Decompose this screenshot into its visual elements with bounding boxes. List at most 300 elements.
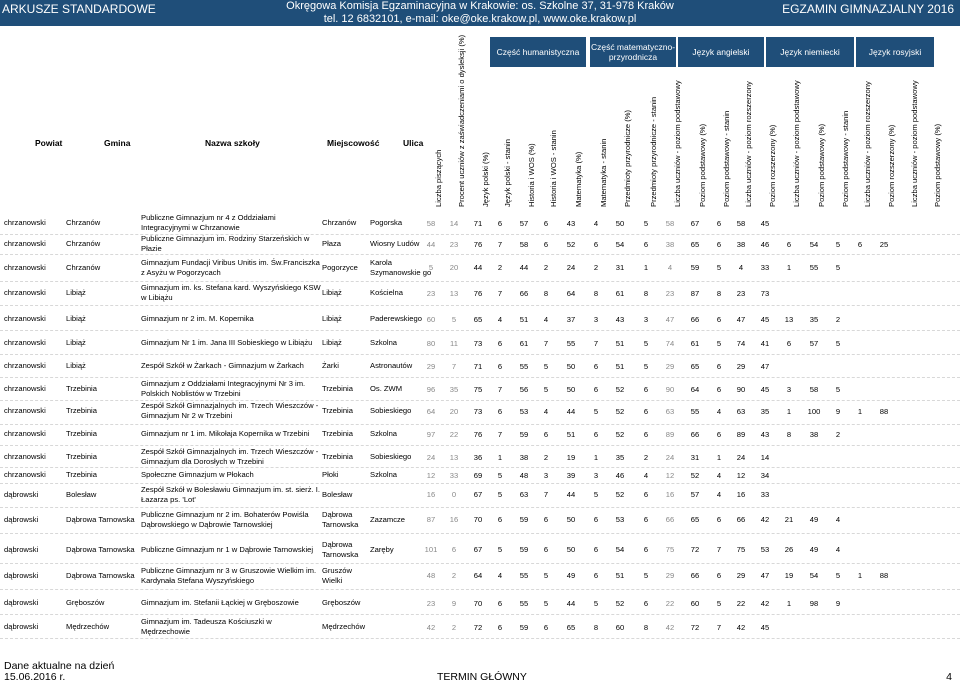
col-header-gmina: Gmina [104, 138, 131, 148]
cell-value: 64 [473, 571, 483, 580]
cell-value: 52 [615, 406, 625, 416]
cell-gmina: Libiąż [66, 361, 86, 370]
cell-value: 24 [426, 452, 436, 462]
cell-value: 98 [809, 598, 819, 608]
cell-value: 5 [543, 361, 549, 371]
cell-value: 45 [760, 218, 770, 228]
cell-value: 66 [690, 429, 700, 439]
vertical-header [590, 74, 608, 216]
cell-value: 66 [736, 515, 746, 524]
cell-value: 6 [543, 515, 549, 524]
cell-szkola: Zespół Szkół w Żarkach - Gimnazjum w Żarkach [141, 361, 304, 370]
cell-value: 47 [760, 361, 770, 371]
cell-miejscowosc: Chrzanów [322, 218, 357, 227]
cell-value: 6 [643, 515, 649, 524]
table-row [0, 507, 960, 532]
cell-ulica: Szkolna [370, 338, 398, 347]
cell-miejscowosc: Trzebinia [322, 452, 353, 461]
cell-value: 96 [426, 384, 436, 394]
cell-value: 2 [835, 314, 841, 324]
cell-gmina: Bolesław [66, 489, 97, 499]
cell-value: 5 [497, 470, 503, 480]
vertical-header [448, 34, 466, 216]
cell-value: 4 [643, 470, 649, 480]
cell-value: 6 [716, 314, 722, 324]
vertical-header [808, 74, 826, 216]
cell-powiat: chrzanowski [4, 288, 46, 297]
vertical-header-label: Poziom podstawowy - stanin [841, 110, 850, 207]
cell-gmina: Dąbrowa Tarnowska [66, 570, 135, 580]
cell-value: 59 [690, 263, 700, 272]
cell-value: 11 [450, 338, 458, 348]
cell-value: 71 [473, 361, 483, 371]
cell-value: 7 [543, 338, 549, 348]
cell-value: 13 [449, 288, 459, 298]
cell-value: 5 [716, 263, 722, 272]
cell-value: 24 [736, 452, 746, 462]
cell-value: 5 [643, 361, 649, 371]
cell-value: 5 [835, 571, 841, 580]
cell-value: 5 [497, 490, 503, 499]
cell-value: 6 [643, 490, 649, 499]
cell-value: 1 [786, 598, 792, 608]
cell-value: 6 [543, 622, 549, 632]
cell-value: 73 [473, 338, 483, 348]
cell-gmina: Trzebinia [66, 384, 97, 393]
cell-value: 38 [736, 239, 746, 249]
cell-value: 29 [665, 571, 675, 580]
cell-ulica: Zazamcze [370, 514, 406, 524]
cell-value: 60 [615, 622, 625, 632]
cell-value: 4 [835, 515, 841, 524]
cell-value: 1 [716, 452, 722, 462]
cell-value: 47 [665, 314, 675, 324]
cell-value: 43 [760, 429, 770, 439]
cell-value: 7 [497, 239, 503, 249]
vertical-header-label: Poziom podstawowy (%) [817, 123, 826, 207]
cell-value: 44 [566, 490, 576, 499]
cell-value: 44 [519, 263, 529, 272]
cell-gmina: Chrzanów [66, 218, 101, 227]
cell-value: 61 [615, 288, 625, 298]
cell-value: 52 [690, 470, 700, 480]
cell-value: 5 [643, 218, 649, 228]
cell-value: 22 [665, 598, 675, 608]
cell-value: 58 [519, 239, 529, 249]
cell-value: 6 [593, 545, 599, 554]
cell-value: 4 [716, 490, 722, 499]
cell-value: 57 [690, 490, 700, 499]
cell-miejscowosc: Libiąż [322, 338, 342, 347]
cell-value: 5 [716, 598, 722, 608]
header-right: EGZAMIN GIMNAZJALNY 2016 [782, 2, 954, 16]
cell-value: 57 [809, 338, 819, 348]
table-row [0, 399, 960, 423]
cell-ulica: Sobieskiego [370, 452, 412, 461]
cell-value: 35 [809, 314, 819, 324]
cell-value: 54 [615, 239, 625, 249]
cell-value: 42 [760, 598, 770, 608]
cell-powiat: chrzanowski [4, 314, 46, 323]
vertical-header [854, 74, 872, 216]
cell-value: 22 [449, 429, 459, 439]
subject-band: Część humanistyczna [490, 37, 586, 67]
vertical-header-label: Liczba uczniów - poziom rozszerzony [863, 81, 872, 207]
row-divider [0, 589, 960, 590]
cell-value: 5 [716, 338, 722, 348]
cell-gmina: Chrzanów [66, 239, 101, 248]
vertical-header-label: Matematyka - stanin [599, 138, 608, 207]
cell-value: 1 [857, 571, 863, 580]
vertical-header-label: Liczba piszących [434, 149, 443, 207]
vertical-header [713, 74, 731, 216]
cell-szkola: Gimnazjum Nr 1 im. Jana III Sobieskiego w Libiążu [141, 338, 313, 347]
cell-value: 12 [665, 470, 675, 480]
header-center-line1: Okręgowa Komisja Egzaminacyjna w Krakowie: os. Szkolne 37, 31-978 Kraków [286, 0, 674, 12]
cell-value: 6 [786, 338, 792, 348]
cell-value: 42 [760, 515, 770, 524]
cell-value: 44 [426, 239, 436, 249]
cell-szkola: Zespół Szkół Gimnazjalnych im. Trzech Wieszczów - Gimnazjum dla Dorosłych w Trzebini [141, 447, 319, 466]
vertical-header-label: Język polski - stanin [503, 139, 512, 207]
cell-powiat: dąbrowski [4, 570, 39, 580]
cell-value: 60 [426, 314, 436, 324]
cell-value: 33 [760, 490, 770, 499]
cell-ulica: Os. ZWM [370, 384, 403, 393]
cell-miejscowosc: Trzebinia [322, 384, 353, 393]
cell-value: 2 [497, 263, 503, 272]
cell-value: 51 [566, 429, 576, 439]
cell-value: 72 [690, 622, 700, 632]
cell-powiat: chrzanowski [4, 361, 46, 370]
cell-value: 24 [665, 452, 675, 462]
cell-value: 24 [566, 263, 576, 272]
cell-value: 7 [497, 288, 503, 298]
cell-value: 35 [760, 406, 770, 416]
vertical-header-label: Procent uczniów z zaświadczeniami o dysleksji (%) [457, 34, 466, 207]
cell-gmina: Chrzanów [66, 262, 101, 272]
cell-value: 4 [738, 263, 744, 272]
cell-value: 19 [566, 452, 576, 462]
vertical-header-label: Poziom podstawowy - stanin [722, 110, 731, 207]
cell-value: 6 [643, 545, 649, 554]
cell-value: 6 [643, 384, 649, 394]
cell-value: 72 [473, 622, 483, 632]
cell-value: 6 [593, 239, 599, 249]
cell-value: 5 [497, 545, 503, 554]
cell-value: 59 [519, 429, 529, 439]
cell-gmina: Mędrzechów [66, 622, 110, 631]
cell-value: 6 [543, 239, 549, 249]
header-left: ARKUSZE STANDARDOWE [2, 2, 156, 16]
cell-value: 2 [835, 429, 841, 439]
cell-value: 88 [879, 406, 889, 416]
header-bar [0, 0, 960, 26]
cell-szkola: Gimnazjum im. Tadeusza Kościuszki w Mędrzechowie [141, 617, 272, 636]
cell-powiat: chrzanowski [4, 429, 46, 438]
row-divider [0, 533, 960, 534]
cell-value: 8 [643, 288, 649, 298]
cell-value: 3 [643, 314, 649, 324]
vertical-header-label: Poziom podstawowy (%) [933, 123, 942, 207]
cell-szkola: Publiczne Gimnazjum nr 4 z Oddziałami Integracyjnymi w Chrzanowie [141, 213, 276, 232]
table-row [0, 309, 960, 329]
cell-value: 9 [451, 598, 457, 608]
cell-value: 8 [716, 288, 722, 298]
footer-date [4, 661, 114, 683]
cell-value: 23 [665, 288, 675, 298]
cell-miejscowosc: Pogorzyce [322, 262, 358, 272]
cell-value: 52 [615, 490, 625, 499]
cell-value: 51 [615, 571, 625, 580]
cell-value: 5 [593, 406, 599, 416]
cell-value: 23 [426, 288, 436, 298]
cell-value: 29 [665, 361, 675, 371]
cell-miejscowosc: Libiąż [322, 288, 342, 297]
cell-value: 38 [809, 429, 819, 439]
cell-value: 51 [615, 361, 625, 371]
cell-ulica: Karola Szymanowskie go [370, 257, 432, 277]
cell-value: 14 [449, 218, 459, 228]
cell-powiat: chrzanowski [4, 470, 46, 479]
cell-value: 6 [593, 429, 599, 439]
cell-value: 58 [426, 218, 436, 228]
subject-band: Język niemiecki [766, 37, 854, 67]
cell-value: 49 [809, 545, 819, 554]
cell-szkola: Gimnazjum nr 2 im. M. Kopernika [141, 314, 254, 323]
cell-value: 48 [519, 470, 529, 480]
cell-value: 16 [736, 490, 746, 499]
vertical-header-label: Poziom podstawowy (%) [698, 123, 707, 207]
cell-value: 9 [835, 598, 841, 608]
cell-miejscowosc: Bolesław [322, 489, 353, 499]
cell-value: 1 [857, 406, 863, 416]
cell-value: 6 [497, 218, 503, 228]
cell-value: 8 [643, 622, 649, 632]
cell-value: 59 [519, 622, 529, 632]
cell-value: 37 [566, 314, 576, 324]
cell-value: 1 [786, 406, 792, 416]
cell-ulica: Pogorska [370, 218, 403, 227]
cell-value: 58 [736, 218, 746, 228]
cell-value: 7 [716, 622, 722, 632]
vertical-header [759, 74, 777, 216]
cell-value: 23 [426, 598, 436, 608]
cell-value: 35 [449, 384, 459, 394]
cell-value: 29 [426, 361, 436, 371]
cell-value: 5 [835, 384, 841, 394]
cell-value: 73 [760, 288, 770, 298]
table-row [0, 563, 960, 588]
cell-ulica: Szkolna [370, 470, 398, 479]
cell-value: 6 [716, 429, 722, 439]
cell-value: 5 [835, 263, 841, 272]
vertical-header [425, 74, 443, 216]
cell-value: 6 [593, 361, 599, 371]
vertical-header-label: Przedmioty przyrodnicze - stanin [649, 96, 658, 207]
cell-value: 25 [879, 239, 889, 249]
cell-value: 72 [690, 545, 700, 554]
cell-value: 16 [665, 490, 675, 499]
cell-value: 46 [615, 470, 625, 480]
footer-term: TERMIN GŁÓWNY [437, 671, 527, 683]
cell-ulica: Wiosny Ludów [370, 239, 420, 248]
cell-value: 20 [449, 406, 459, 416]
cell-value: 76 [473, 239, 483, 249]
cell-value: 66 [690, 571, 700, 580]
cell-value: 65 [690, 515, 700, 524]
cell-value: 5 [451, 314, 457, 324]
cell-value: 33 [760, 263, 770, 272]
col-header-powiat: Powiat [35, 138, 63, 148]
cell-value: 4 [543, 314, 549, 324]
cell-value: 73 [473, 406, 483, 416]
cell-value: 64 [690, 384, 700, 394]
table-row [0, 424, 960, 444]
cell-value: 19 [784, 571, 794, 580]
cell-miejscowosc: Płoki [322, 470, 339, 479]
cell-powiat: chrzanowski [4, 452, 46, 461]
vertical-header-label: Liczba uczniów - poziom podstawowy [910, 80, 919, 207]
cell-value: 5 [593, 490, 599, 499]
cell-value: 2 [543, 452, 549, 462]
vertical-header [640, 74, 658, 216]
cell-value: 49 [809, 515, 819, 524]
cell-value: 44 [473, 263, 483, 272]
cell-gmina: Libiąż [66, 338, 86, 347]
cell-value: 69 [473, 470, 483, 480]
cell-powiat: dąbrowski [4, 489, 39, 499]
cell-value: 4 [835, 545, 841, 554]
cell-value: 1 [497, 452, 503, 462]
cell-miejscowosc: Gruszów Wielki [322, 565, 352, 585]
cell-value: 31 [615, 263, 625, 272]
vertical-header [924, 74, 942, 216]
cell-szkola: Publiczne Gimnazjum nr 3 w Gruszowie Wielkim im. Kardynała Stefana Wyszyńskiego [141, 565, 317, 585]
cell-value: 6 [716, 218, 722, 228]
cell-miejscowosc: Gręboszów [322, 598, 361, 607]
row-divider [0, 614, 960, 615]
cell-value: 1 [593, 452, 599, 462]
cell-value: 6 [593, 384, 599, 394]
table-row [0, 282, 960, 304]
cell-value: 4 [497, 314, 503, 324]
cell-value: 50 [566, 515, 576, 524]
cell-value: 41 [760, 338, 770, 348]
cell-value: 1 [786, 263, 792, 272]
cell-value: 4 [716, 406, 722, 416]
table-row [0, 448, 960, 466]
cell-value: 16 [426, 490, 436, 499]
footer-date-value: 15.06.2016 r. [4, 671, 66, 683]
cell-value: 33 [449, 470, 459, 480]
cell-szkola: Zespół Szkół w Bolesławiu Gimnazjum im. st. sierż. I. Łazarza ps. 'Lot' [141, 484, 320, 504]
cell-value: 2 [593, 263, 599, 272]
cell-gmina: Dąbrowa Tarnowska [66, 544, 135, 554]
cell-value: 53 [519, 406, 529, 416]
cell-ulica: Zaręby [370, 544, 394, 554]
subject-band: Język angielski [678, 37, 764, 67]
cell-value: 6 [786, 239, 792, 249]
cell-value: 6 [593, 515, 599, 524]
cell-value: 42 [736, 622, 746, 632]
vertical-header-label: Matematyka (%) [574, 151, 583, 207]
cell-value: 7 [716, 545, 722, 554]
cell-gmina: Trzebinia [66, 470, 97, 479]
cell-value: 75 [473, 384, 483, 394]
vertical-header [735, 74, 753, 216]
col-header-szkola: Nazwa szkoły [205, 138, 260, 148]
vertical-header [614, 74, 632, 216]
cell-value: 6 [497, 622, 503, 632]
cell-value: 12 [426, 470, 436, 480]
cell-value: 2 [543, 263, 549, 272]
cell-value: 23 [449, 239, 459, 249]
cell-value: 90 [665, 384, 675, 394]
cell-value: 3 [593, 470, 599, 480]
cell-value: 34 [760, 470, 770, 480]
cell-szkola: Gimnazjum im. ks. Stefana kard. Wyszyńskiego KSW w Libiążu [141, 283, 321, 302]
cell-value: 6 [716, 515, 722, 524]
vertical-header [689, 74, 707, 216]
cell-value: 65 [473, 314, 483, 324]
vertical-header [472, 74, 490, 216]
cell-powiat: dąbrowski [4, 514, 39, 524]
cell-value: 64 [426, 406, 436, 416]
cell-value: 87 [426, 515, 436, 524]
cell-value: 5 [543, 598, 549, 608]
vertical-header [494, 74, 512, 216]
cell-value: 7 [497, 429, 503, 439]
cell-value: 35 [615, 452, 625, 462]
cell-value: 89 [736, 429, 746, 439]
vertical-header-label: Poziom rozszerzony (%) [887, 124, 896, 207]
cell-szkola: Społeczne Gimnazjum w Płokach [141, 470, 254, 479]
cell-value: 74 [665, 338, 675, 348]
cell-value: 57 [519, 218, 529, 228]
cell-value: 0 [451, 490, 457, 499]
cell-value: 6 [497, 515, 503, 524]
cell-powiat: chrzanowski [4, 239, 46, 248]
cell-value: 21 [784, 515, 794, 524]
subject-band: Część matematyczno-przyrodnicza [590, 37, 676, 67]
cell-value: 87 [690, 288, 700, 298]
cell-szkola: Gimnazjum Fundacji Viribus Unitis im. Św.Franciszka z Asyżu w Pogorzycach [141, 257, 320, 277]
cell-value: 8 [593, 288, 599, 298]
cell-szkola: Gimnazjum nr 1 im. Mikołaja Kopernika w Trzebini [141, 429, 310, 438]
cell-value: 50 [615, 218, 625, 228]
cell-value: 38 [519, 452, 529, 462]
table-row [0, 593, 960, 613]
cell-value: 23 [736, 288, 746, 298]
cell-szkola: Publiczne Gimnazjum nr 2 im. Bohaterów Powiśla Dąbrowskiego w Dąbrowie Tarnowskiej [141, 509, 309, 529]
cell-powiat: dąbrowski [4, 544, 39, 554]
cell-powiat: chrzanowski [4, 338, 46, 347]
cell-value: 65 [690, 239, 700, 249]
cell-value: 60 [690, 598, 700, 608]
cell-value: 36 [473, 452, 483, 462]
cell-value: 6 [497, 406, 503, 416]
cell-value: 3 [786, 384, 792, 394]
cell-value: 5 [835, 338, 841, 348]
cell-powiat: dąbrowski [4, 622, 39, 631]
cell-value: 45 [760, 384, 770, 394]
cell-value: 54 [809, 571, 819, 580]
cell-value: 6 [643, 429, 649, 439]
cell-powiat: dąbrowski [4, 598, 39, 607]
cell-value: 2 [643, 452, 649, 462]
cell-value: 6 [497, 598, 503, 608]
